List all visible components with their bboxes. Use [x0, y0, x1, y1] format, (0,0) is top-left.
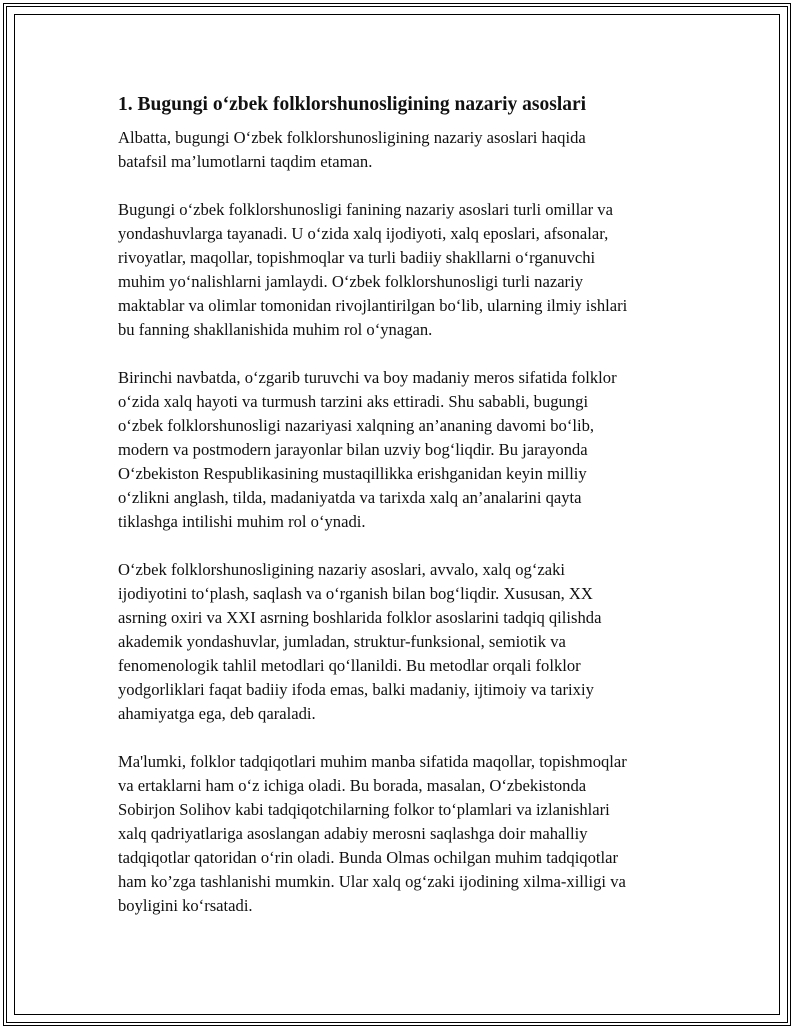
- paragraph-line: o‘zida xalq hayoti va turmush tarzini aks ettiradi. Shu sababli, bugungi: [118, 392, 589, 411]
- paragraph-line: o‘zlikni anglash, tilda, madaniyatda va tarixda xalq an’analarini qayta: [118, 488, 582, 507]
- paragraph-line: Albatta, bugungi O‘zbek folklorshunosligining nazariy asoslari haqida: [118, 128, 586, 147]
- paragraph-line: maktablar va olimlar tomonidan rivojlantirilgan bo‘lib, ularning ilmiy ishlari: [118, 296, 628, 315]
- paragraph-line: ijodiyotini to‘plash, saqlash va o‘rganish bilan bog‘liqdir. Xususan, XX: [118, 584, 593, 603]
- paragraph-line: o‘zbek folklorshunosligi nazariyasi xalqning an’ananing davomi bo‘lib,: [118, 416, 595, 435]
- paragraph-2: [118, 198, 698, 342]
- paragraph-1: [118, 126, 698, 174]
- paragraph-line: ahamiyatga ega, deb qaraladi.: [118, 704, 316, 723]
- paragraph-line: xalq qadriyatlariga asoslangan adabiy merosni saqlashga doir mahalliy: [118, 824, 588, 843]
- paragraph-3: [118, 366, 698, 534]
- document-body: [118, 92, 698, 942]
- paragraph-line: batafsil ma’lumotlarni taqdim etaman.: [118, 152, 373, 171]
- paragraph-line: rivoyatlar, maqollar, topishmoqlar va turli badiiy shakllarni o‘rganuvchi: [118, 248, 596, 267]
- paragraph-line: bu fanning shakllanishida muhim rol o‘ynagan.: [118, 320, 433, 339]
- paragraph-line: yodgorliklari faqat badiiy ifoda emas, balki madaniy, ijtimoiy va tarixiy: [118, 680, 594, 699]
- paragraph-line: tiklashga intilishi muhim rol o‘ynadi.: [118, 512, 366, 531]
- paragraph-line: boyligini ko‘rsatadi.: [118, 896, 253, 915]
- paragraph-line: muhim yo‘nalishlarni jamlaydi. O‘zbek folklorshunosligi turli nazariy: [118, 272, 583, 291]
- paragraph-line: modern va postmodern jarayonlar bilan uzviy bog‘liqdir. Bu jarayonda: [118, 440, 588, 459]
- paragraph-line: fenomenologik tahlil metodlari qo‘llanildi. Bu metodlar orqali folklor: [118, 656, 581, 675]
- paragraph-line: Ma'lumki, folklor tadqiqotlari muhim manba sifatida maqollar, topishmoqlar: [118, 752, 627, 771]
- section-heading: 1. Bugungi o‘zbek folklorshunosligining nazariy asoslari: [118, 94, 587, 115]
- paragraph-line: tadqiqotlar qatoridan o‘rin oladi. Bunda Olmas ochilgan muhim tadqiqotlar: [118, 848, 619, 867]
- paragraph-line: Birinchi navbatda, o‘zgarib turuvchi va boy madaniy meros sifatida folklor: [118, 368, 617, 387]
- paragraph-4: [118, 558, 698, 726]
- paragraph-line: akademik yondashuvlar, jumladan, struktur-funksional, semiotik va: [118, 632, 566, 651]
- paragraph-line: O‘zbekiston Respublikasining mustaqillikka erishganidan keyin milliy: [118, 464, 587, 483]
- paragraph-line: Bugungi o‘zbek folklorshunosligi fanining nazariy asoslari turli omillar va: [118, 200, 613, 219]
- paragraph-5: [118, 750, 698, 918]
- paragraph-line: ham ko’zga tashlanishi mumkin. Ular xalq og‘zaki ijodining xilma-xilligi va: [118, 872, 626, 891]
- paragraph-line: yondashuvlarga tayanadi. U o‘zida xalq ijodiyoti, xalq eposlari, afsonalar,: [118, 224, 609, 243]
- paragraph-line: O‘zbek folklorshunosligining nazariy asoslari, avvalo, xalq og‘zaki: [118, 560, 565, 579]
- paragraph-line: va ertaklarni ham o‘z ichiga oladi. Bu borada, masalan, O‘zbekistonda: [118, 776, 587, 795]
- paragraph-line: Sobirjon Solihov kabi tadqiqotchilarning folkor to‘plamlari va izlanishlari: [118, 800, 610, 819]
- paragraph-line: asrning oxiri va XXI asrning boshlarida folklor asoslarini tadqiq qilishda: [118, 608, 602, 627]
